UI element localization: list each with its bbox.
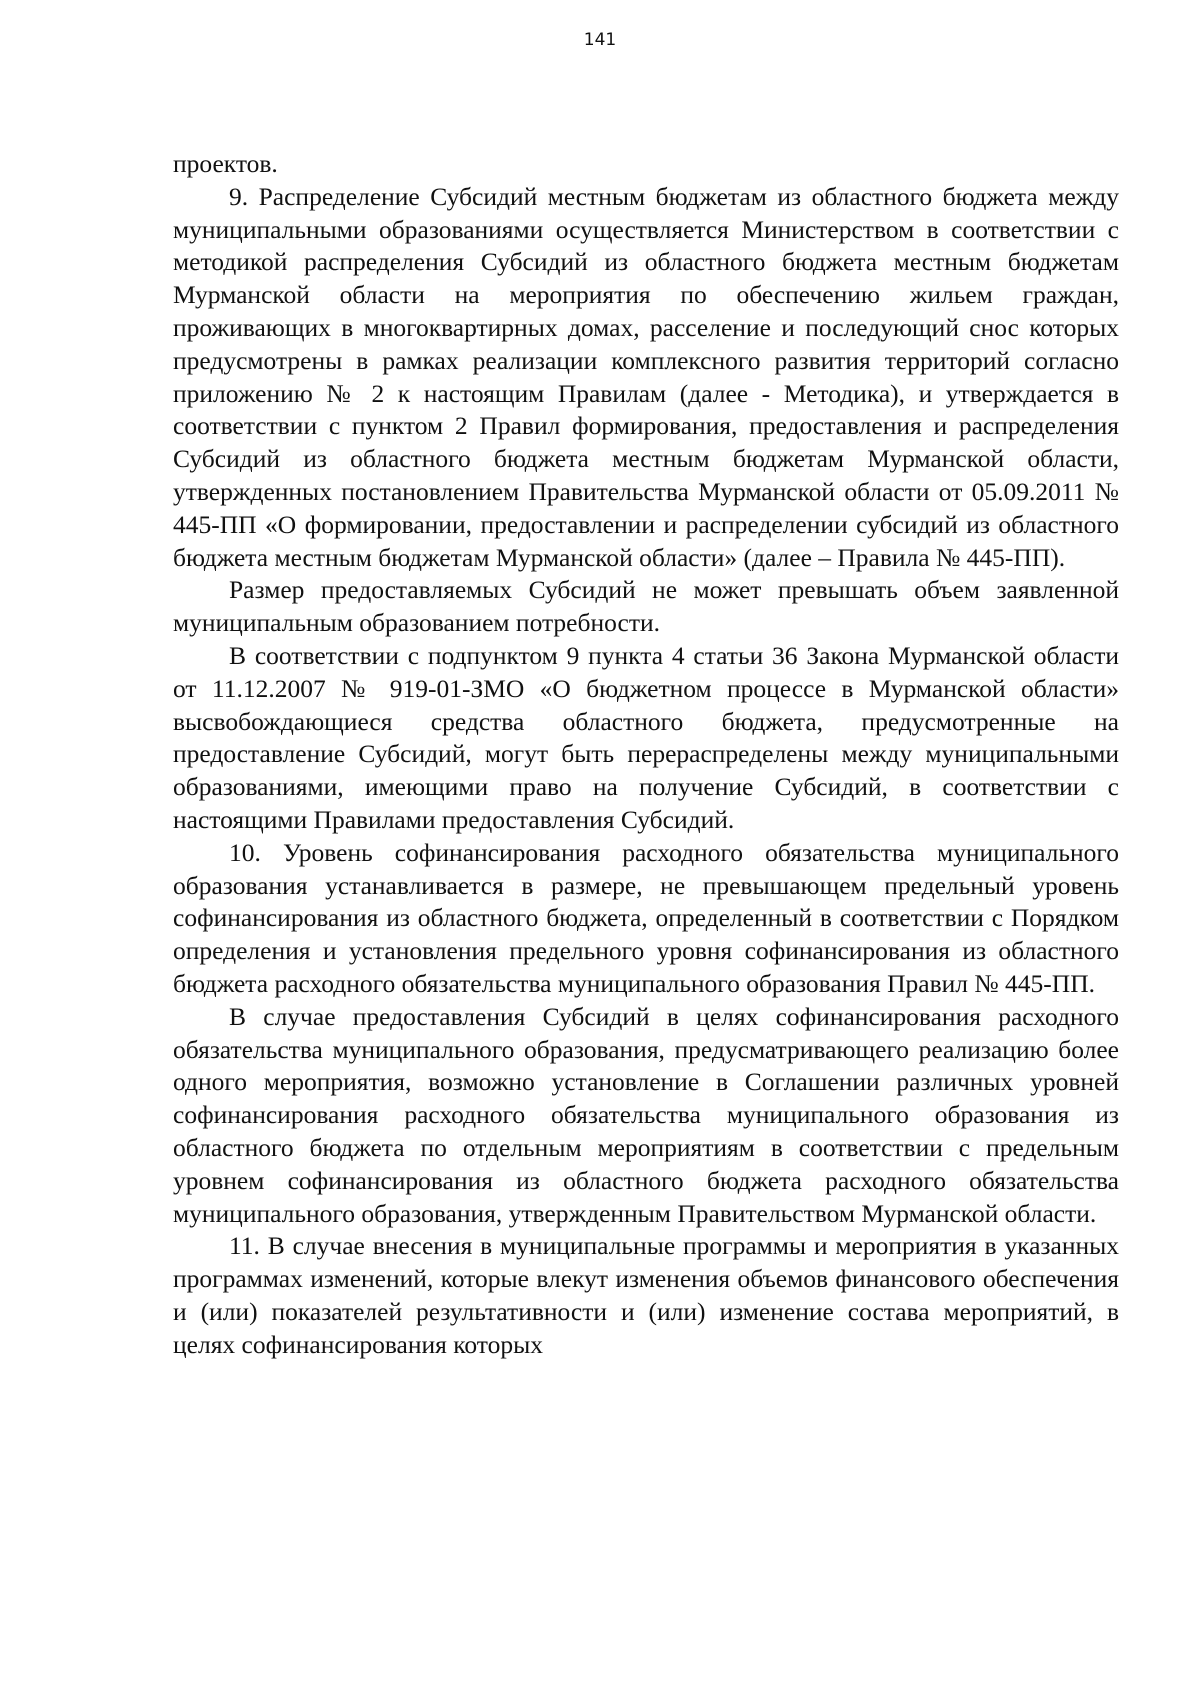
paragraph-continuation: проектов.	[173, 149, 278, 178]
paragraph-clause-11: 11. В случае внесения в муниципальные программы и мероприятия в указанных программах изменений, которые влекут изменения объемов финансового обеспечения и (или) показателей результативности и (или) изменение состава мероприятий, в целях софинансирования которых	[173, 1231, 1119, 1359]
document-body	[173, 148, 1119, 1361]
paragraph-redistribution: В соответствии с подпунктом 9 пункта 4 статьи 36 Закона Мурманской области от 11.12.2007 № 919-01-ЗМО «О бюджетном процессе в Мурманской области» высвобождающиеся средства областного бюджета, предусмотренные на предоставление Субсидий, могут быть перераспределены между муниципальными образованиями, имеющими право на получение Субсидий, в соответствии с настоящими Правилами предоставления Субсидий.	[173, 640, 1119, 834]
page-number: 141	[583, 30, 617, 50]
paragraph-clause-9: 9. Распределение Субсидий местным бюджетам из областного бюджета между муниципальными образованиями осуществляется Министерством в соответствии с методикой распределения Субсидий из областного бюджета местным бюджетам Мурманской области на мероприятия по обеспечению жильем граждан, проживающих в многоквартирных домах, расселение и последующий снос которых предусмотрены в рамках реализации комплексного развития территорий согласно приложению № 2 к настоящим Правилам (далее - Методика), и утверждается в соответствии с пунктом 2 Правил формирования, предоставления и распределения Субсидий из областного бюджета местным бюджетам Мурманской области, утвержденных постановлением Правительства Мурманской области от 05.09.2011 № 445-ПП «О формировании, предоставлении и распределении субсидий из областного бюджета местным бюджетам Мурманской области» (далее – Правила № 445-ПП).	[173, 181, 1119, 572]
paragraph-cofinancing-levels: В случае предоставления Субсидий в целях софинансирования расходного обязательства муниципального образования, предусматривающего реализацию более одного мероприятия, возможно установление в Соглашении различных уровней софинансирования расходного обязательства муниципального образования из областного бюджета по отдельным мероприятиям в соответствии с предельным уровнем софинансирования из областного бюджета расходного обязательства муниципального образования, утвержденным Правительством Мурманской области.	[173, 1001, 1119, 1228]
paragraph-clause-10: 10. Уровень софинансирования расходного обязательства муниципального образования устанавливается в размере, не превышающем предельный уровень софинансирования из областного бюджета, определенный в соответствии с Порядком определения и установления предельного уровня софинансирования из областного бюджета расходного обязательства муниципального образования Правил № 445-ПП.	[173, 837, 1119, 998]
paragraph-subsidy-amount: Размер предоставляемых Субсидий не может превышать объем заявленной муниципальным образованием потребности.	[173, 575, 1119, 638]
